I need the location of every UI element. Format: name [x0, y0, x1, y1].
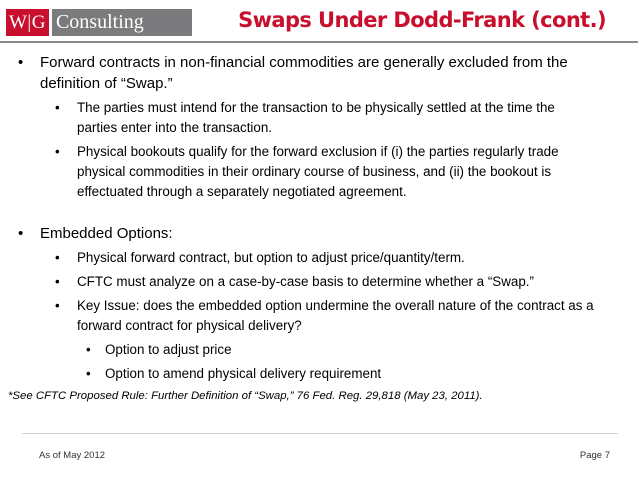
bullet-forward-contracts: [0, 52, 570, 94]
bullet-dot: •: [55, 274, 60, 289]
bullet-text: Embedded Options:: [40, 225, 173, 242]
footer-date: As of May 2012: [39, 450, 106, 461]
logo-initials: W|G: [6, 9, 49, 36]
sub-bullet: [0, 296, 597, 336]
bullet-dot: •: [55, 250, 60, 265]
footnote: *See CFTC Proposed Rule: Further Definition of “Swap,” 76 Fed. Reg. 29,818 (May 23, 2011).: [8, 390, 483, 402]
page-number: Page 7: [579, 450, 610, 461]
bullet-text: Forward contracts in non-financial commodities are generally excluded from the definition of “Swap.”: [40, 54, 568, 92]
slide-title: Swaps Under Dodd-Frank (cont.): [238, 8, 606, 32]
sub-sub-bullet: [0, 340, 585, 360]
sub-sub-bullet-text: Option to amend physical delivery requirement: [105, 366, 382, 381]
bullet-dot: •: [55, 100, 60, 115]
company-logo: [6, 9, 192, 36]
bullet-dot: •: [86, 366, 91, 381]
sub-bullet: [0, 248, 597, 268]
bullet-dot: •: [55, 298, 60, 313]
bullet-dot: •: [18, 54, 24, 71]
footer-rule: [22, 433, 618, 434]
sub-bullet-text: CFTC must analyze on a case-by-case basis to determine whether a “Swap.”: [77, 274, 534, 289]
sub-bullet: [0, 142, 597, 202]
sub-sub-bullet-text: Option to adjust price: [105, 342, 232, 357]
sub-bullet-text: Physical forward contract, but option to adjust price/quantity/term.: [77, 250, 465, 265]
bullet-dot: •: [55, 144, 60, 159]
bullet-dot: •: [86, 342, 91, 357]
header-rule: [0, 41, 638, 43]
sub-bullet-text: The parties must intend for the transaction to be physically settled at the time the parties enter into the transaction.: [77, 100, 555, 135]
sub-bullet: [0, 272, 597, 292]
spacer: [0, 202, 638, 223]
bullet-embedded-options: [0, 223, 570, 244]
sub-bullet-text: Key Issue: does the embedded option undermine the overall nature of the contract as a forward contract for physical delivery?: [77, 298, 594, 333]
sub-sub-bullet: [0, 364, 585, 384]
logo-name: Consulting: [52, 9, 192, 36]
sub-bullet-text: Physical bookouts qualify for the forward exclusion if (i) the parties regularly trade physical commodities in their ordinary course of business, and (ii) the bookout is effectuated through a separately negotiated agreement.: [77, 144, 559, 199]
bullet-dot: •: [18, 225, 24, 242]
slide-content: [0, 52, 638, 384]
sub-bullet: [0, 98, 597, 138]
